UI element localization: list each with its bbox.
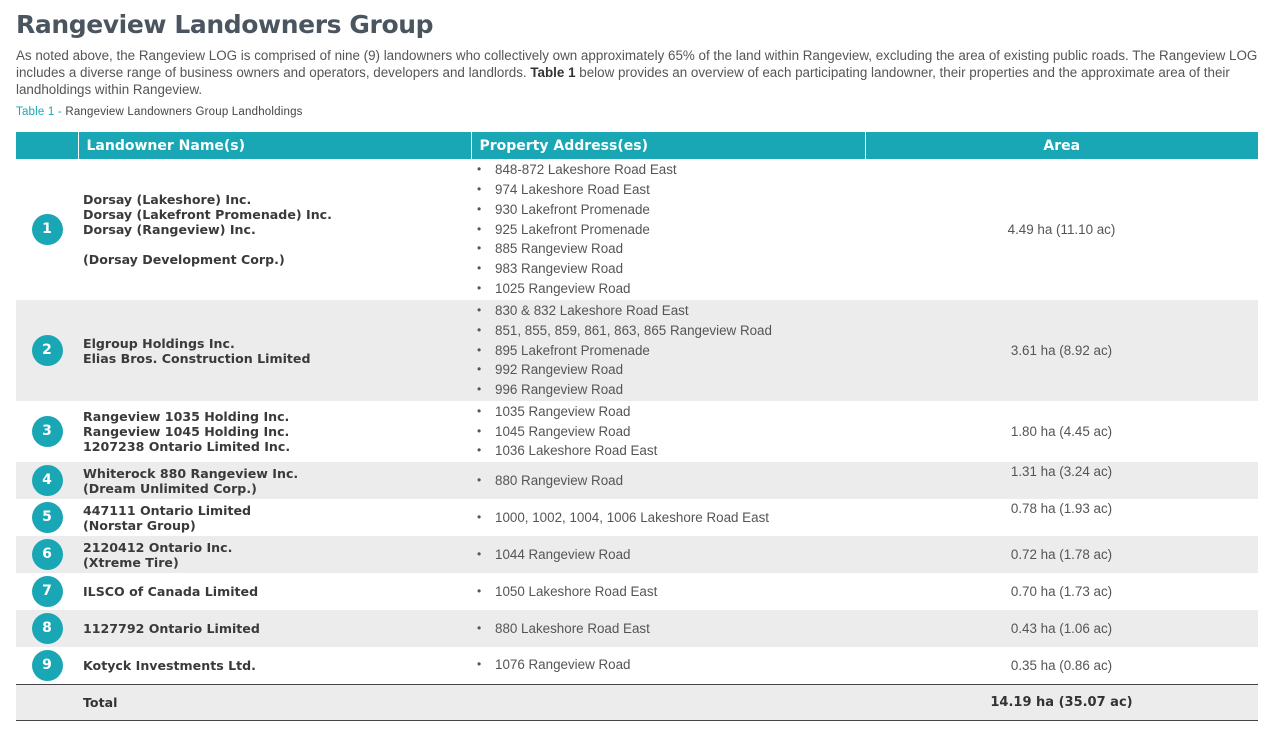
landowner-names-cell [78,300,471,401]
bullet-icon: • [477,322,482,337]
bullet-icon: • [477,280,482,295]
property-addresses-cell [471,300,865,401]
address-text: 925 Lakefront Promenade [495,221,650,237]
table-row [16,462,1258,499]
bullet-icon: • [477,221,482,236]
address-item [475,360,865,380]
landowner-name: 447111 Ontario Limited [83,502,252,518]
row-number-badge: 8 [32,613,63,644]
address-item [475,279,865,299]
address-list [475,301,865,400]
address-text: 895 Lakefront Promenade [495,342,650,358]
landowner-name: 1127792 Ontario Limited [83,621,260,636]
address-item [475,441,865,461]
bullet-icon: • [477,509,482,524]
area-cell: 3.61 ha (8.92 ac) [865,300,1258,401]
landowner-name: Elias Bros. Construction Limited [83,350,311,366]
table-row [16,647,1258,684]
landowner-name: Kotyck Investments Ltd. [83,657,256,673]
bullet-icon: • [477,620,482,635]
address-item [475,341,865,361]
property-addresses-cell [471,610,865,647]
landowner-name: Whiterock 880 Rangeview Inc. [83,465,299,481]
table-row [16,159,1258,300]
row-number-cell [16,499,78,536]
bullet-icon: • [477,162,482,177]
address-item [475,422,865,442]
address-text: 830 & 832 Lakeshore Road East [495,303,689,318]
address-text: 1025 Rangeview Road [495,280,631,296]
intro-paragraph [16,47,1266,98]
bullet-icon: • [477,303,482,317]
address-list [475,471,865,491]
total-label: Total [78,684,471,720]
address-item [475,321,865,341]
bullet-icon: • [477,342,482,357]
address-item [475,508,865,528]
row-number-badge: 3 [32,416,63,447]
landowner-names-cell [78,647,471,684]
landowner-names-cell [78,159,471,300]
address-text: 880 Lakeshore Road East [495,620,650,636]
bullet-icon: • [477,403,482,418]
area-cell: 1.80 ha (4.45 ac) [1010,424,1113,439]
landowner-name: 1207238 Ontario Limited Inc. [83,439,291,454]
table-caption-label: Table 1 - [16,106,62,118]
address-item [475,239,865,259]
address-text: 1044 Rangeview Road [495,546,631,562]
row-number-badge: 5 [32,502,63,533]
row-number-badge: 1 [32,214,63,245]
address-list [475,655,865,675]
landowner-name: Dorsay (Lakeshore) Inc. [83,192,252,207]
address-text: 1045 Rangeview Road [495,423,631,439]
landowner-names-cell [78,401,471,462]
address-list [475,582,865,602]
landowner-name: (Norstar Group) [83,517,196,533]
bullet-icon: • [477,546,482,561]
property-addresses-cell [471,573,865,610]
landowner-name: Dorsay (Lakefront Promenade) Inc. [83,207,332,222]
row-number-cell [16,573,78,610]
address-item [475,259,865,279]
address-text: 996 Rangeview Road [495,382,624,398]
table-row [16,536,1258,573]
bullet-icon: • [477,472,482,487]
total-area: 14.19 ha (35.07 ac) [865,684,1258,720]
property-addresses-cell [471,401,865,462]
landowner-names-cell [78,610,471,647]
address-list [475,402,865,461]
landowner-name: (Dorsay Development Corp.) [83,252,285,267]
address-list [475,508,865,528]
area-cell: 0.70 ha (1.73 ac) [1010,584,1113,599]
address-text: 992 Rangeview Road [495,362,624,378]
table-header-row [16,132,1258,159]
property-addresses-cell [471,647,865,684]
address-item [475,655,865,675]
bullet-icon: • [477,261,482,276]
landowner-names-cell [78,536,471,573]
landowner-name: Dorsay (Rangeview) Inc. [83,222,256,237]
table-row [16,401,1258,462]
table-caption [16,106,303,118]
address-item [475,301,865,321]
area-cell: 0.43 ha (1.06 ac) [865,610,1258,647]
property-addresses-cell [471,499,865,536]
bullet-icon: • [477,443,482,458]
total-row [16,684,1258,720]
row-number-badge: 4 [32,465,63,496]
area-cell: 0.72 ha (1.78 ac) [865,536,1258,573]
address-item [475,619,865,639]
address-text: 1076 Rangeview Road [495,657,631,673]
intro-text-1: As noted above, the Rangeview LOG is comprised of nine (9) landowners who collectively own approximately 65% of the land within Rangeview, excluding the area of existing public roads. The Rangeview LOG includes a diverse range of business owners and operators, developers and landlords. [16,48,1258,80]
address-list [475,619,865,639]
bullet-icon: • [477,657,482,672]
address-item [475,200,865,220]
landowner-names-cell [78,573,471,610]
address-text: 930 Lakefront Promenade [495,201,650,217]
row-number-cell [16,401,78,462]
area-cell: 0.35 ha (0.86 ac) [1010,657,1113,673]
address-text: 851, 855, 859, 861, 863, 865 Rangeview Road [495,322,772,338]
address-text: 885 Rangeview Road [495,241,624,257]
row-number-badge: 9 [32,650,63,681]
header-area: Area [865,132,1258,159]
header-address: Property Address(es) [471,132,865,159]
address-text: 1000, 1002, 1004, 1006 Lakeshore Road East [495,509,769,525]
bullet-icon: • [477,241,482,256]
area-cell: 4.49 ha (11.10 ac) [1007,222,1116,237]
landowner-name: (Xtreme Tire) [83,554,179,570]
intro-text-2: below provides an overview of each participating landowner, their properties and the approximate area of their landholdings within Rangeview. [16,65,1230,97]
property-addresses-cell [471,462,865,499]
address-list [475,545,865,565]
row-number-cell [16,462,78,499]
intro-table-reference: Table 1 [530,65,576,80]
row-number-cell [16,647,78,684]
bullet-icon: • [477,382,482,397]
address-text: 983 Rangeview Road [495,261,624,277]
landowner-names-cell [78,499,471,536]
table-row [16,499,1258,536]
landowner-name: ILSCO of Canada Limited [83,584,259,599]
landowner-name: (Dream Unlimited Corp.) [83,480,257,496]
landholdings-table [16,132,1258,721]
address-item [475,545,865,565]
address-item [475,220,865,240]
landowner-name: Rangeview 1045 Holding Inc. [83,424,290,439]
row-number-cell [16,300,78,401]
table-row [16,573,1258,610]
address-item [475,402,865,422]
table-caption-text: Rangeview Landowners Group Landholdings [61,106,303,118]
row-number-badge: 6 [32,539,63,570]
address-text: 974 Lakeshore Road East [495,182,650,197]
address-text: 880 Rangeview Road [495,472,624,488]
bullet-icon: • [477,423,482,438]
landowner-names-cell [78,462,471,499]
row-number-badge: 2 [32,335,63,366]
address-text: 1050 Lakeshore Road East [495,583,658,599]
header-landowner: Landowner Name(s) [78,132,471,159]
table-row [16,610,1258,647]
row-number-cell [16,536,78,573]
address-item [475,380,865,400]
area-cell: 1.31 ha (3.24 ac) [865,462,1258,499]
address-item [475,160,865,180]
row-number-badge: 7 [32,576,63,607]
landowner-name: Elgroup Holdings Inc. [83,335,235,351]
address-text: 1036 Lakeshore Road East [495,443,658,459]
page-title: Rangeview Landowners Group [16,10,434,39]
property-addresses-cell [471,536,865,573]
table-row [16,300,1258,401]
address-text: 1035 Rangeview Road [495,403,631,419]
row-number-cell [16,610,78,647]
property-addresses-cell [471,159,865,300]
address-text: 848-872 Lakeshore Road East [495,162,677,178]
bullet-icon: • [477,583,482,598]
address-item [475,582,865,602]
landowner-name: Rangeview 1035 Holding Inc. [83,409,290,424]
address-list [475,160,865,299]
bullet-icon: • [477,201,482,216]
header-number [16,132,78,159]
bullet-icon: • [477,182,482,196]
address-item [475,180,865,200]
total-address-cell [471,684,865,720]
total-spacer-cell [16,684,78,720]
bullet-icon: • [477,362,482,377]
address-item [475,471,865,491]
row-number-cell [16,159,78,300]
landowner-name: 2120412 Ontario Inc. [83,539,233,555]
area-cell: 0.78 ha (1.93 ac) [1010,501,1113,516]
